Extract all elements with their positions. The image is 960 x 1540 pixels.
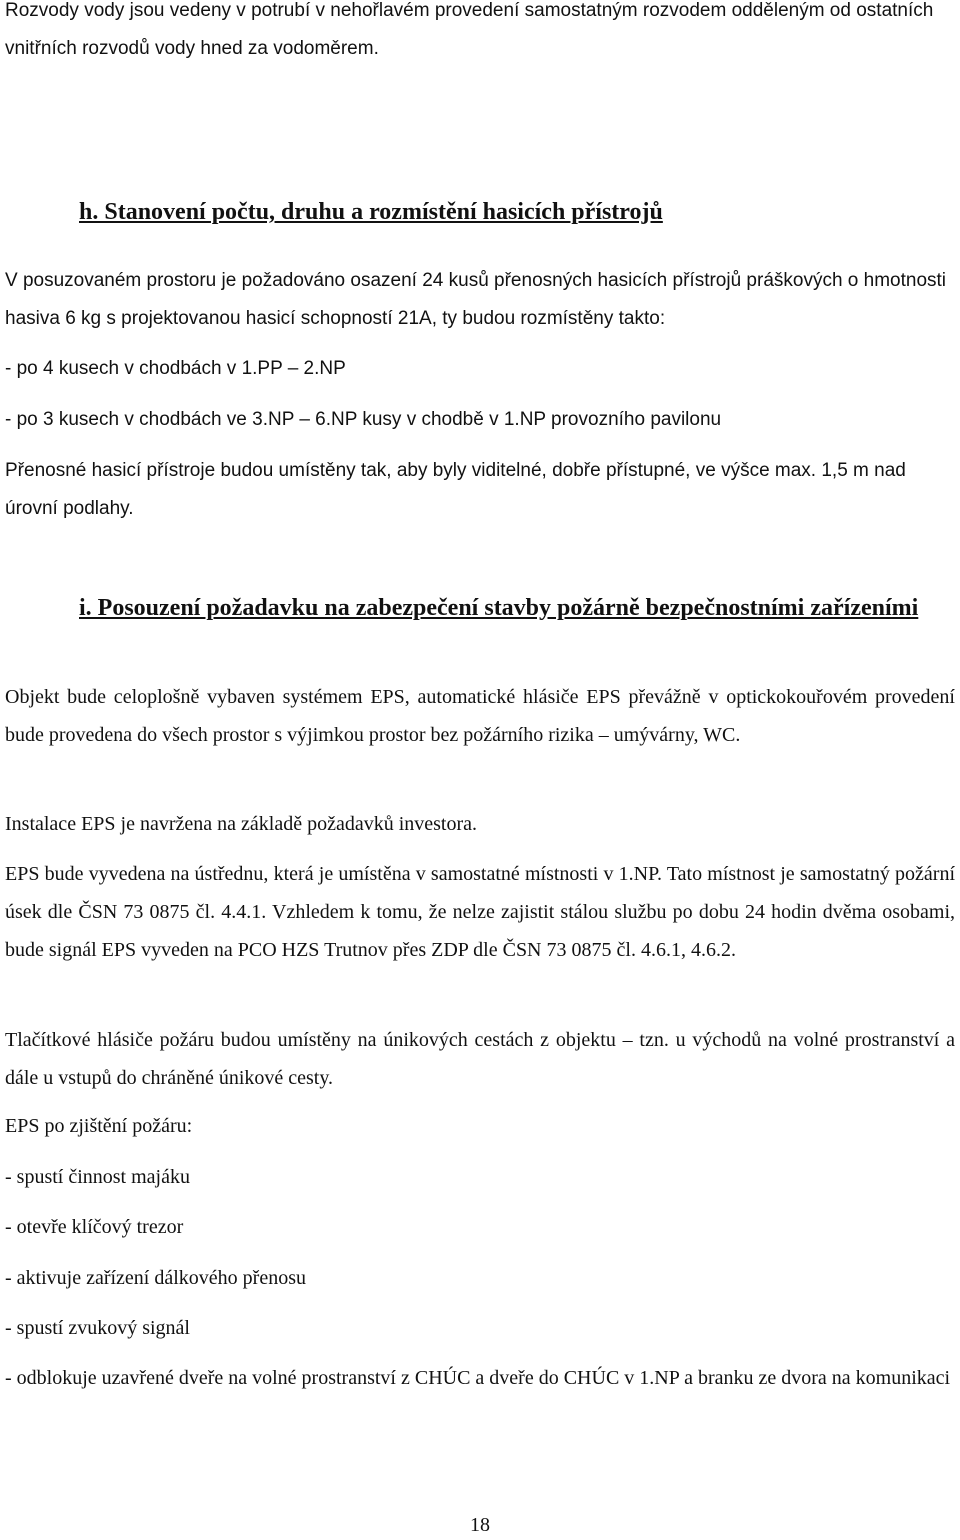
section-i-paragraph-3: EPS bude vyvedena na ústřednu, která je umístěna v samostatné místnosti v 1.NP. Tato místnost je samostatný požární úsek dle ČSN 73 0875 čl. 4.4.1. Vzhledem k tomu, že nelze zajistit stálou službu po dobu 24 hodin dvěma osobami, bude signál EPS vyveden na PCO HZS Trutnov přes ZDP dle ČSN 73 0875 čl. 4.6.1, 4.6.2. (5, 863, 955, 961)
section-i-list-item-4: - spustí zvukový signál (5, 1317, 190, 1339)
section-i-list-item-2: - otevře klíčový trezor (5, 1216, 184, 1238)
section-i-list-item-1: - spustí činnost majáku (5, 1166, 190, 1188)
section-h-paragraph-2: Přenosné hasicí přístroje budou umístěny tak, aby byly viditelné, dobře přístupné, ve výšce max. 1,5 m nad úrovní podlahy. (5, 460, 906, 519)
page-number: 18 (470, 1514, 490, 1536)
section-i-paragraph-5: EPS po zjištění požáru: (5, 1115, 193, 1137)
section-h-list-item-2: - po 3 kusech v chodbách ve 3.NP – 6.NP kusy v chodbě v 1.NP provozního pavilonu (5, 409, 722, 430)
section-h-list-item-1: - po 4 kusech v chodbách v 1.PP – 2.NP (5, 358, 346, 379)
section-h-paragraph-1: V posuzovaném prostoru je požadováno osazení 24 kusů přenosných hasicích přístrojů práškových o hmotnosti hasiva 6 kg s projektovanou hasicí schopností 21A, ty budou rozmístěny takto: (5, 270, 947, 329)
section-i-list-item-3: - aktivuje zařízení dálkového přenosu (5, 1267, 306, 1289)
intro-paragraph: Rozvody vody jsou vedeny v potrubí v nehořlavém provedení samostatným rozvodem odděleným od ostatních vnitřních rozvodů vody hned za vodoměrem. (5, 0, 934, 59)
section-i-heading: i. Posouzení požadavku na zabezpečení stavby požárně bezpečnostními zařízeními (79, 595, 919, 621)
section-i-paragraph-2: Instalace EPS je navržena na základě požadavků investora. (5, 813, 478, 835)
section-i-paragraph-1: Objekt bude celoplošně vybaven systémem EPS, automatické hlásiče EPS převážně v optickokouřovém provedení bude provedena do všech prostor s výjimkou prostor bez požárního rizika – umývárny, WC. (5, 686, 955, 746)
section-i-paragraph-4: Tlačítkové hlásiče požáru budou umístěny na únikových cestách z objektu – tzn. u východů na volné prostranství a dále u vstupů do chráněné únikové cesty. (5, 1029, 955, 1089)
section-h-heading: h. Stanovení počtu, druhu a rozmístění hasicích přístrojů (79, 199, 663, 225)
section-i-list-item-5: - odblokuje uzavřené dveře na volné prostranství z CHÚC a dveře do CHÚC v 1.NP a branku ze dvora na komunikaci (5, 1367, 951, 1389)
